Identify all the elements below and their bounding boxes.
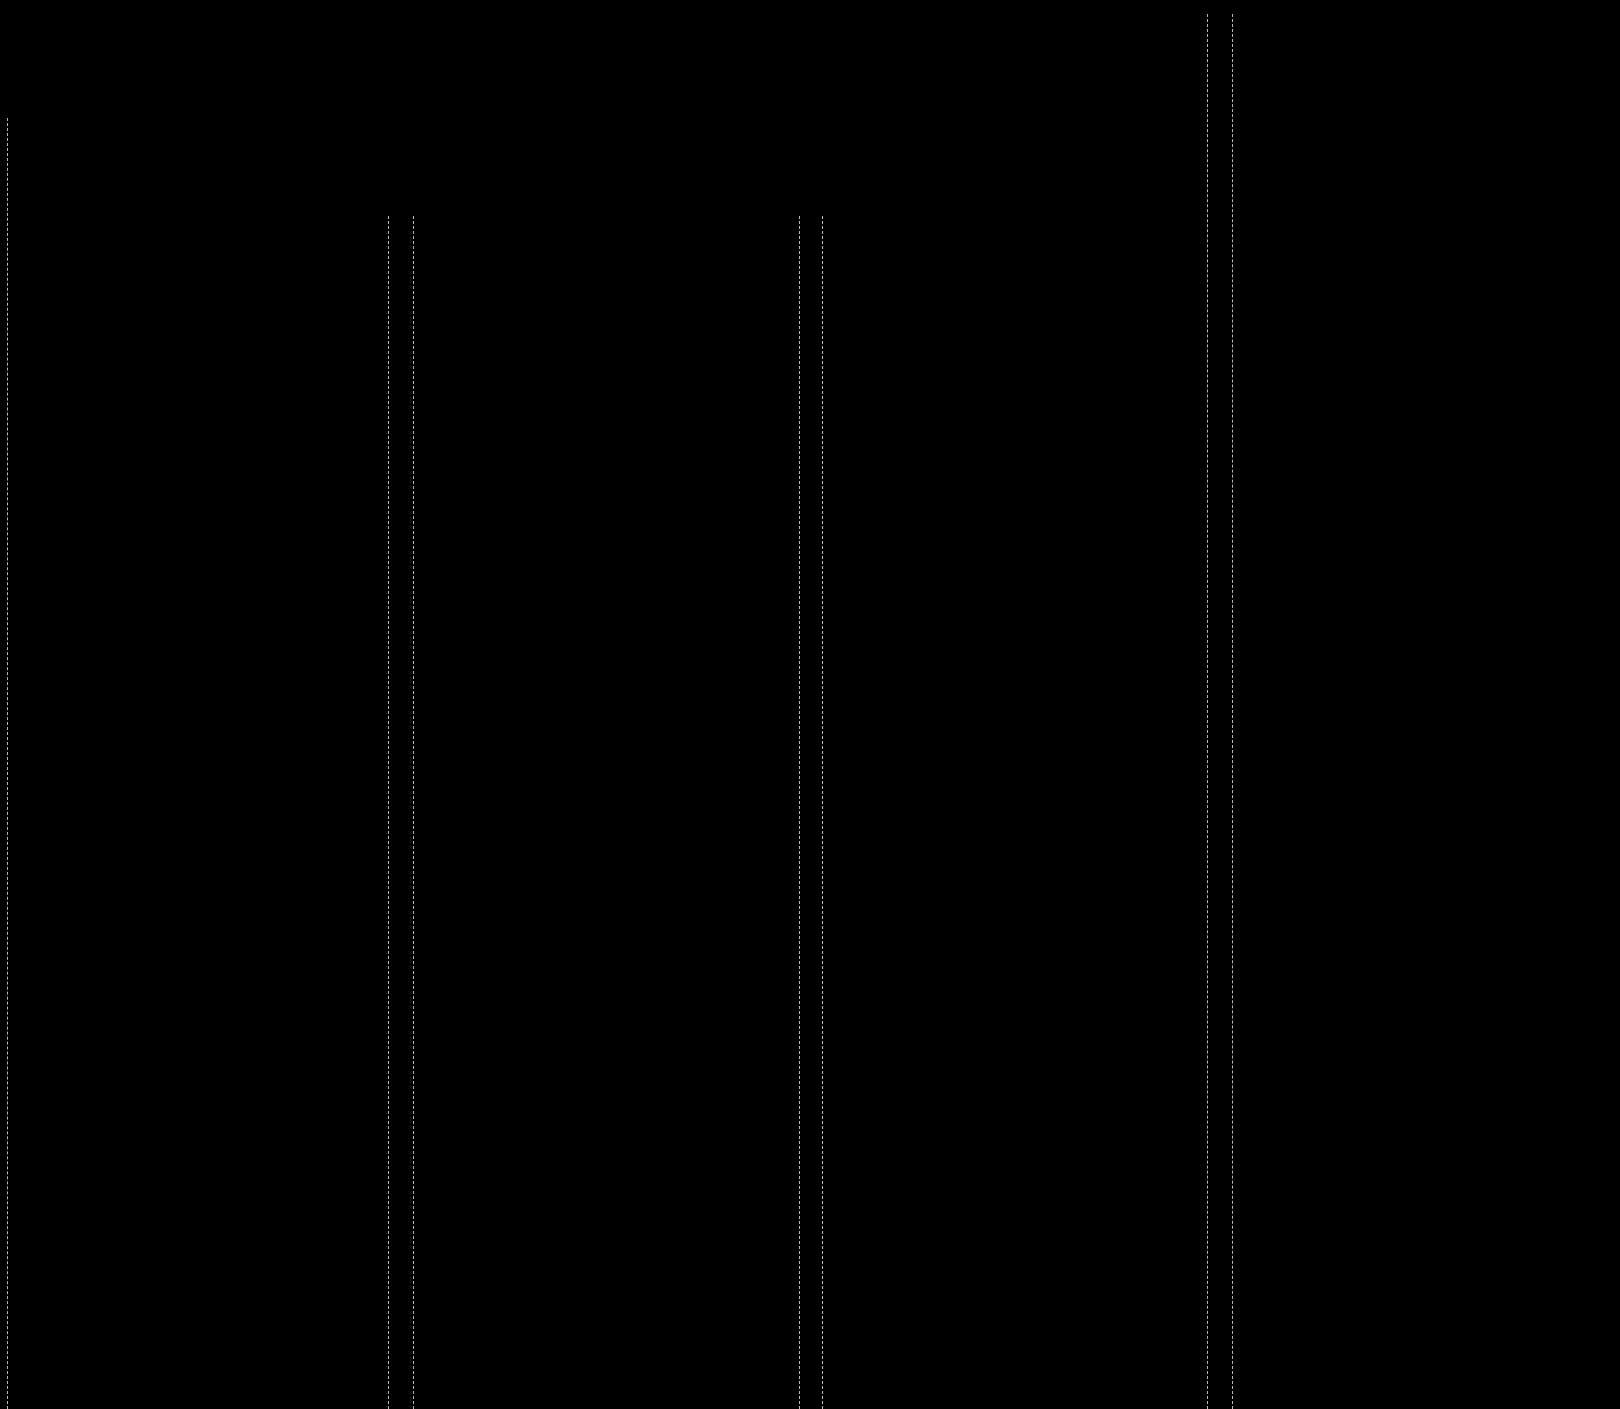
guide-line-2 bbox=[388, 216, 389, 1409]
guide-line-7 bbox=[1232, 14, 1233, 1409]
guide-line-1 bbox=[7, 118, 8, 1409]
guide-line-4 bbox=[799, 216, 800, 1409]
guide-line-3 bbox=[413, 216, 414, 1409]
guide-line-6 bbox=[1207, 14, 1208, 1409]
guide-line-5 bbox=[822, 216, 823, 1409]
